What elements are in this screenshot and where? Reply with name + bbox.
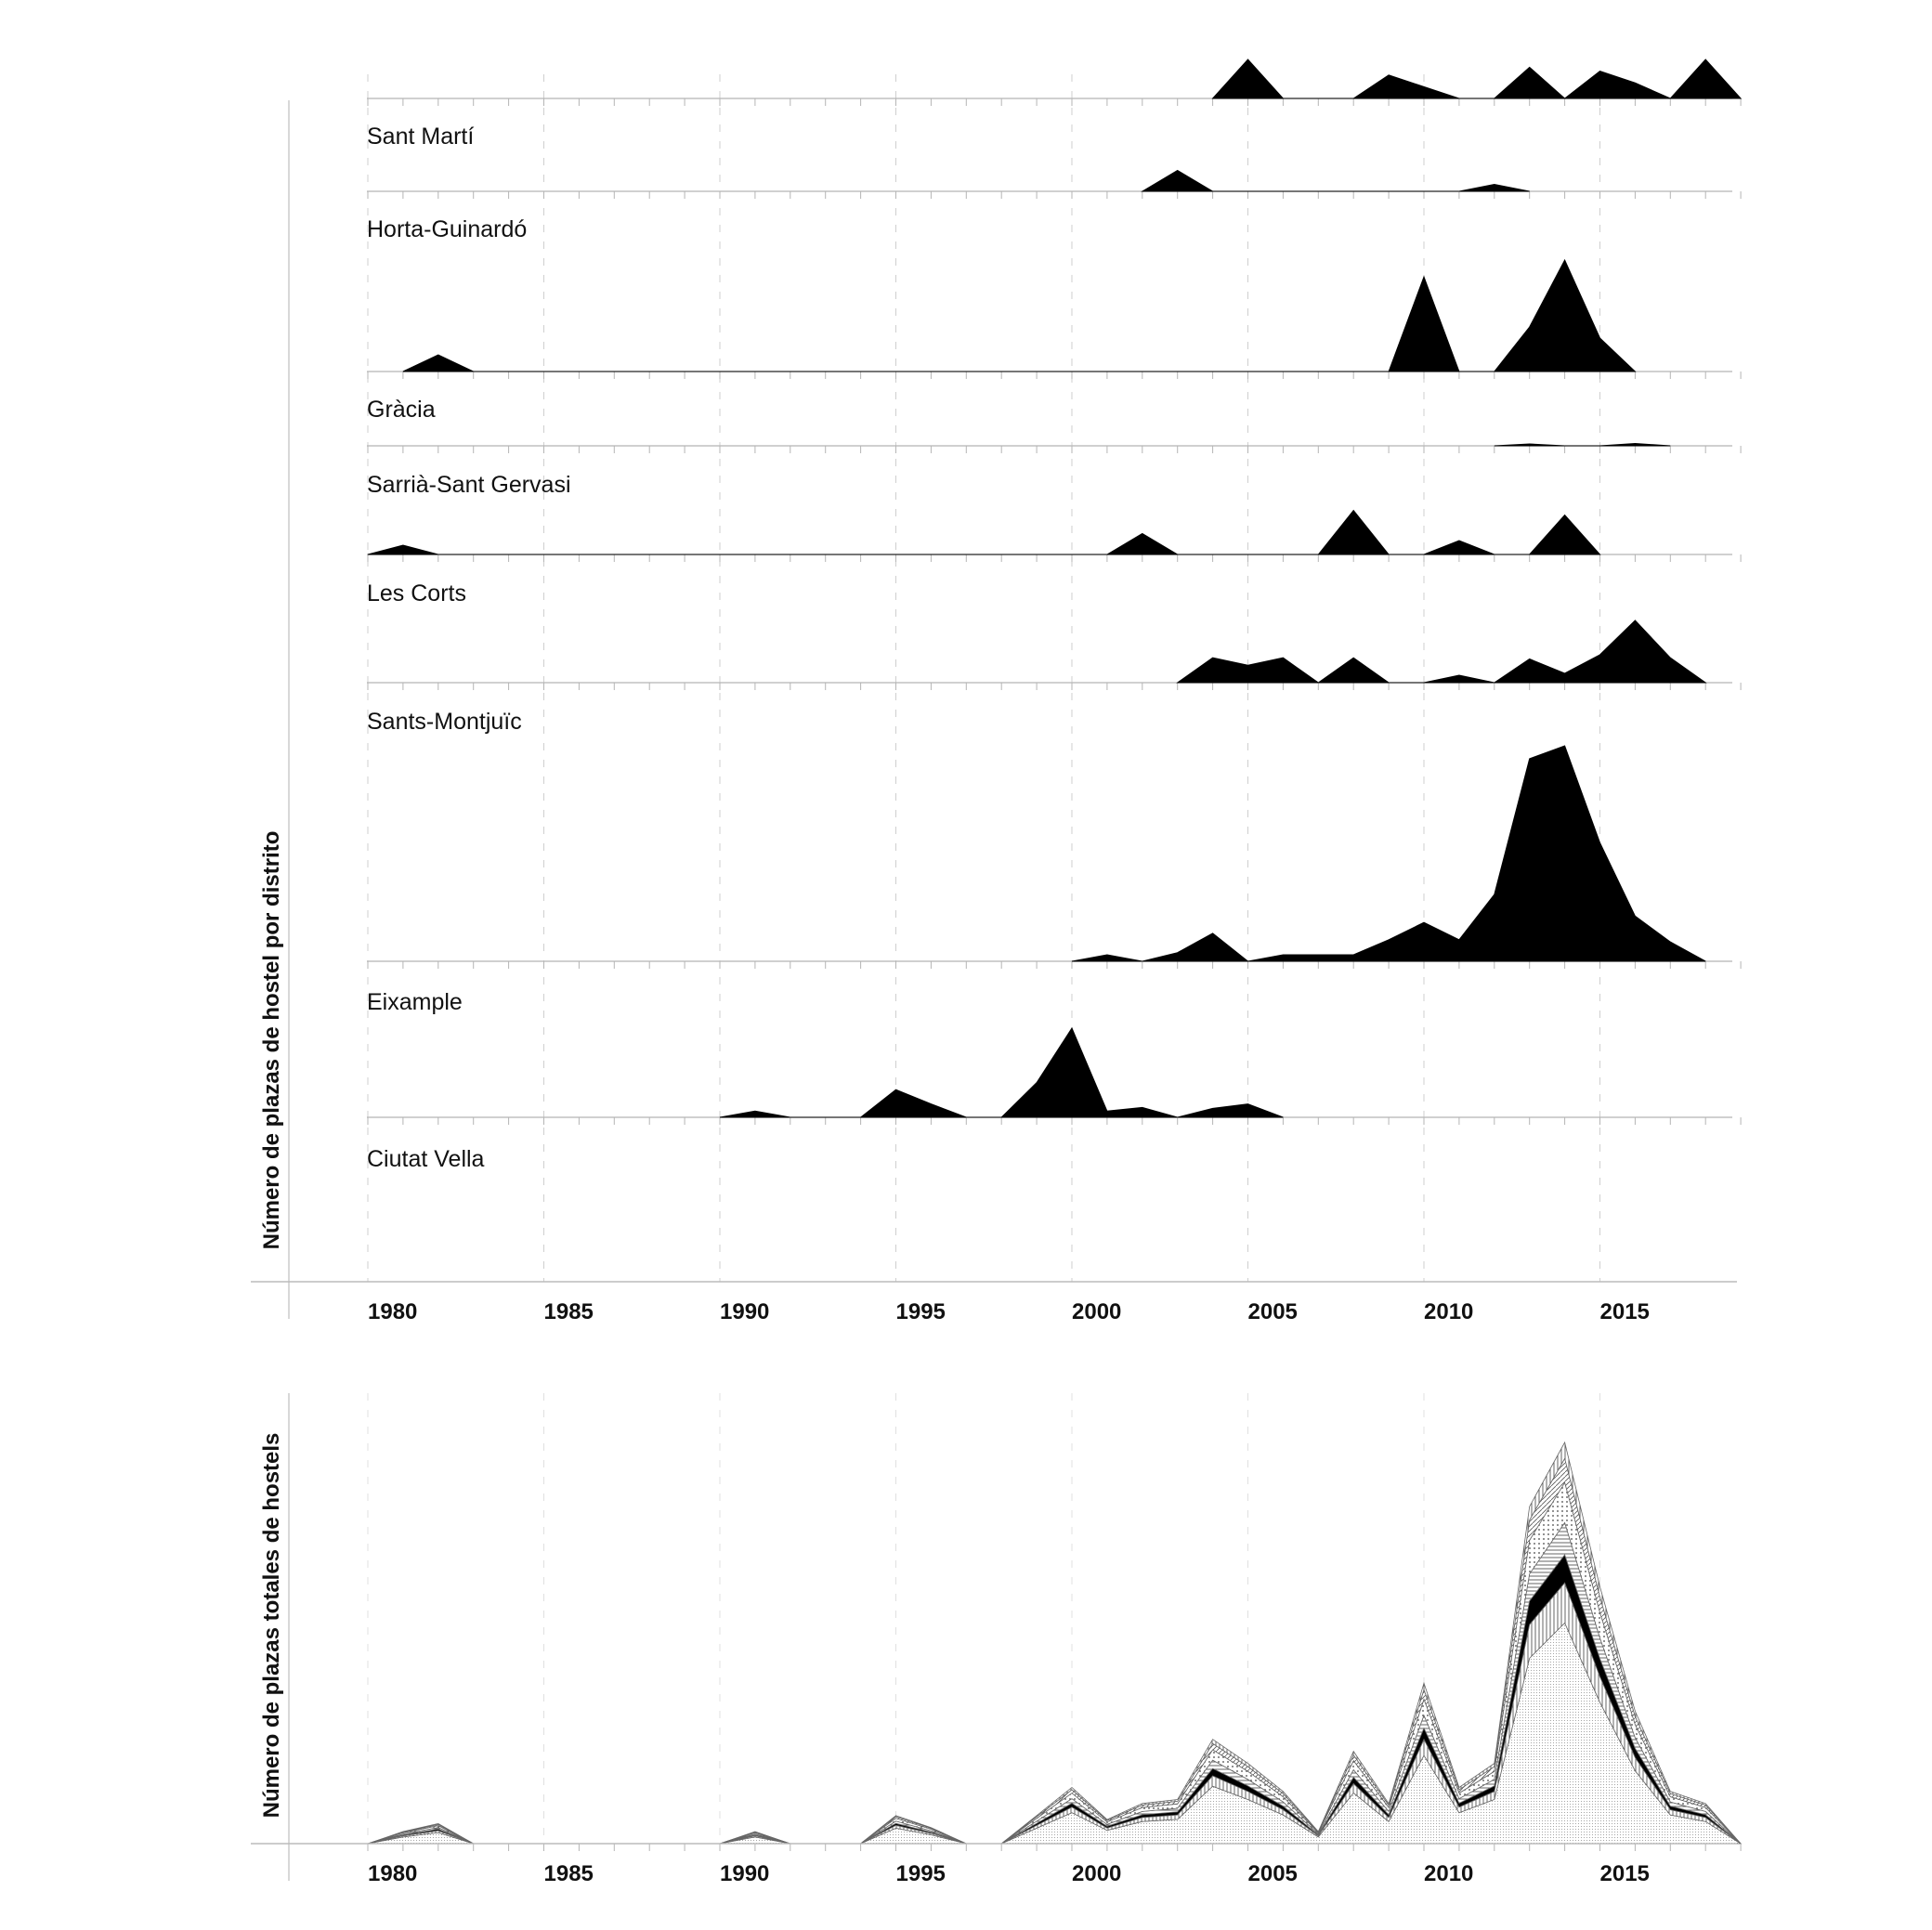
x-tick-label: 1980 (368, 1299, 418, 1324)
district-panel (367, 709, 1741, 969)
district-label: Les Corts (367, 580, 466, 606)
area-mark (1495, 67, 1565, 98)
district-panel (367, 59, 1741, 106)
area-mark (861, 1089, 967, 1117)
district-panel (367, 397, 1741, 453)
area-mark (403, 355, 474, 372)
district-label: Eixample (367, 989, 463, 1015)
area-mark (1248, 746, 1706, 961)
district-panel (367, 989, 1741, 1125)
area-mark (1600, 444, 1671, 447)
district-panel (367, 472, 1741, 562)
bottom-chart (251, 1393, 1741, 1886)
district-panels (367, 59, 1741, 1172)
area-mark (720, 1111, 790, 1117)
x-tick-label: 1990 (720, 1299, 770, 1324)
x-tick-label: 2005 (1247, 1861, 1298, 1886)
stacked-areas (368, 1442, 1741, 1851)
top-x-tick-labels (368, 1299, 1650, 1324)
x-tick-label: 1985 (543, 1861, 594, 1886)
x-tick-label: 2000 (1072, 1299, 1122, 1324)
area-mark (1459, 185, 1530, 192)
area-mark (1178, 1104, 1284, 1117)
area-mark (1424, 675, 1495, 683)
top-y-axis-title: Número de plazas de hostel por distrito (259, 830, 284, 1250)
area-mark (1670, 59, 1741, 98)
district-panel (367, 580, 1741, 690)
area-mark (1213, 59, 1284, 98)
area-mark (1001, 1028, 1178, 1117)
district-label: Gràcia (367, 397, 436, 423)
district-label: Ciutat Vella (367, 1146, 485, 1172)
district-panel (367, 1146, 485, 1172)
area-mark (1565, 72, 1671, 98)
district-panel (367, 216, 1741, 379)
area-mark (1142, 171, 1213, 192)
area-mark (1107, 534, 1178, 555)
district-label: Sant Martí (367, 124, 475, 150)
top-grid (368, 74, 1600, 1282)
top-chart (251, 59, 1741, 1324)
district-label: Horta-Guinardó (367, 216, 528, 242)
area-mark (1318, 511, 1389, 555)
bottom-x-tick-labels (368, 1861, 1650, 1886)
x-tick-label: 1985 (543, 1299, 594, 1324)
x-tick-label: 1995 (895, 1299, 946, 1324)
x-tick-label: 2015 (1599, 1299, 1650, 1324)
area-mark (1318, 658, 1389, 683)
area-mark (1389, 277, 1459, 372)
area-mark (1424, 541, 1495, 554)
x-tick-label: 2015 (1599, 1861, 1650, 1886)
x-tick-label: 2000 (1072, 1861, 1122, 1886)
x-tick-label: 2005 (1247, 1299, 1298, 1324)
area-mark (1142, 933, 1248, 961)
x-tick-label: 1995 (895, 1861, 946, 1886)
area-mark (1072, 955, 1142, 961)
x-tick-label: 1980 (368, 1861, 418, 1886)
district-panel (367, 124, 1741, 199)
x-tick-label: 2010 (1424, 1299, 1474, 1324)
area-mark (1495, 444, 1565, 446)
area-mark (1353, 75, 1459, 98)
x-tick-label: 1990 (720, 1861, 770, 1886)
district-label: Sarrià-Sant Gervasi (367, 472, 571, 498)
area-mark (1530, 515, 1600, 555)
x-tick-label: 2010 (1424, 1861, 1474, 1886)
bottom-y-axis-title: Número de plazas totales de hostels (259, 1432, 284, 1819)
area-mark (368, 545, 438, 554)
area-mark (1495, 260, 1636, 372)
district-label: Sants-Montjuïc (367, 709, 522, 735)
